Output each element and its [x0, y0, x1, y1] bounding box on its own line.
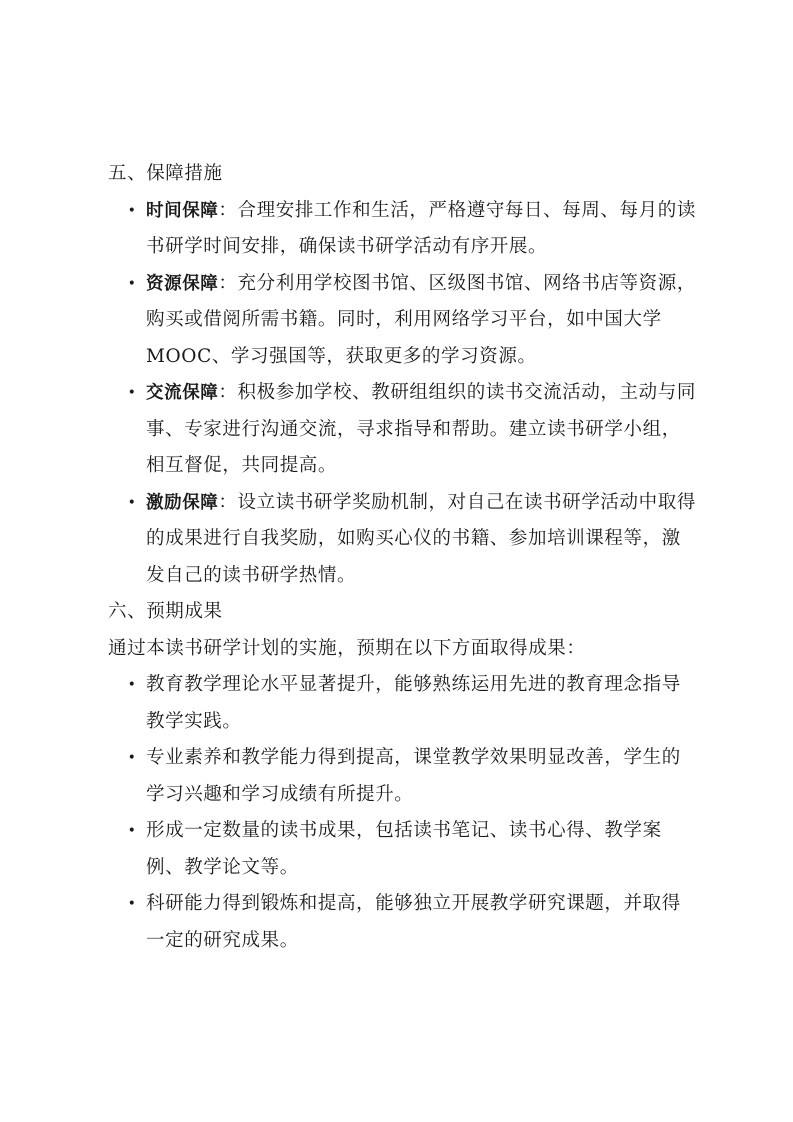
list-item [108, 193, 698, 266]
item-term: 激励保障 [146, 492, 219, 513]
item-separator: ： [218, 382, 238, 403]
item-term: 交流保障 [146, 383, 219, 403]
item-separator: ： [218, 199, 238, 221]
bullet-icon: • [127, 677, 137, 693]
item-text: 科研能力得到锻炼和提高，能够独立开展教学研究课题，并取得一定的研究成果。 [146, 893, 681, 951]
document-body [108, 156, 698, 959]
list-item [108, 485, 698, 595]
section-heading-expected-results: 六、预期成果 [108, 601, 223, 622]
section-heading-safeguards: 五、保障措施 [108, 163, 223, 184]
list-item [108, 813, 698, 886]
bullet-icon: • [127, 896, 137, 912]
bullet-icon: • [127, 202, 137, 219]
list-item [108, 740, 698, 813]
item-text: 教育教学理论水平显著提升，能够熟练运用先进的教育理念指导教学实践。 [146, 674, 681, 732]
list-item [108, 667, 698, 740]
bullet-icon: • [127, 494, 137, 511]
list-item [108, 886, 698, 959]
list-item [108, 375, 698, 485]
safeguards-list [108, 193, 698, 595]
bullet-icon: • [127, 823, 137, 839]
item-text: 形成一定数量的读书成果，包括读书笔记、读书心得、教学案例、教学论文等。 [146, 820, 662, 878]
list-item [108, 266, 698, 376]
section-intro: 通过本读书研学计划的实施，预期在以下方面取得成果： [108, 637, 586, 659]
item-separator: ： [218, 272, 238, 294]
bullet-icon: • [127, 275, 137, 292]
bullet-icon: • [127, 750, 137, 766]
item-text: 积极参加学校、教研组组织的读书交流活动，主动与同事、专家进行沟通交流，寻求指导和帮助。建立读书研学小组，相互督促，共同提高。 [146, 382, 696, 476]
item-text: 充分利用学校图书馆、区级图书馆、网络书店等资源，购买或借阅所需书籍。同时，利用网络学习平台，如中国大学 MOOC、学习强国等，获取更多的学习资源。 [146, 272, 696, 367]
item-separator: ： [218, 491, 238, 513]
item-text: 专业素养和教学能力得到提高，课堂教学效果明显改善，学生的学习兴趣和学习成绩有所提升。 [146, 747, 681, 805]
item-term: 资源保障 [146, 273, 219, 294]
item-term: 时间保障 [146, 200, 219, 221]
expected-results-list [108, 667, 698, 959]
item-text: 合理安排工作和生活，严格遵守每日、每周、每月的读书研学时间安排，确保读书研学活动有序开展。 [146, 199, 696, 257]
item-text: 设立读书研学奖励机制，对自己在读书研学活动中取得的成果进行自我奖励，如购买心仪的书籍、参加培训课程等，激发自己的读书研学热情。 [146, 491, 696, 586]
bullet-icon: • [127, 385, 137, 401]
